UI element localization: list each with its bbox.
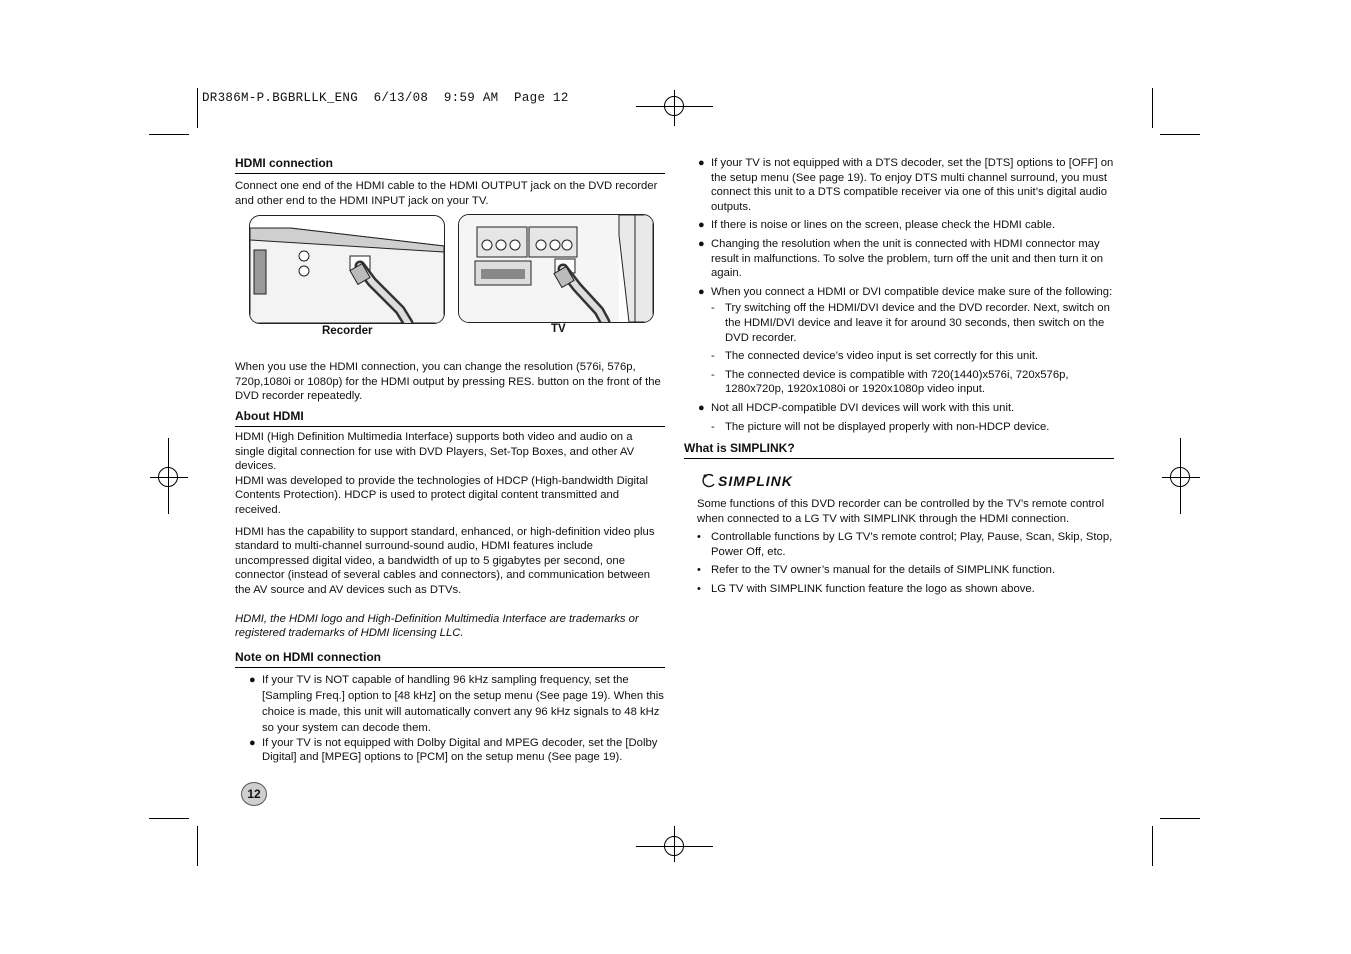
right-column bbox=[684, 156, 1114, 597]
tv-figure bbox=[458, 214, 654, 323]
list-item: • Controllable functions by LG TV’s remote control; Play, Pause, Scan, Skip, Stop, Power Off, etc. bbox=[697, 531, 1113, 558]
print-header-line: DR386M-P.BGBRLLK_ENG 6/13/08 9:59 AM Page 12 bbox=[202, 91, 569, 105]
list-item: ● Changing the resolution when the unit is connected with HDMI connector may result in malfunctions. To solve the problem, turn off the unit and then turn it on again. bbox=[698, 237, 1104, 280]
list-item: ● When you connect a HDMI or DVI compatible device make sure of the following: bbox=[698, 285, 1113, 298]
section-title-about-hdmi: About HDMI bbox=[235, 409, 665, 427]
section-title-simplink: What is SIMPLINK? bbox=[684, 441, 1114, 459]
list-item: ● Not all HDCP-compatible DVI devices will work with this unit. bbox=[698, 401, 1015, 414]
list-item: ● If there is noise or lines on the screen, please check the HDMI cable. bbox=[698, 219, 1056, 232]
page-number: 12 bbox=[241, 782, 267, 806]
list-item: • LG TV with SIMPLINK function feature the logo as shown above. bbox=[697, 583, 1035, 596]
list-item: ● If your TV is not equipped with a DTS decoder, set the [DTS] options to [OFF] on the setup menu (See page 19). To enjoy DTS multi channel surround, you must connect this unit to a DTS compatible receiver via one of this unit’s digital audio outputs. bbox=[698, 157, 1114, 213]
list-item: ● If your TV is not equipped with Dolby Digital and MPEG decoder, set the [Dolby Digital] and [MPEG] options to [PCM] on the setup menu (See page 19). bbox=[249, 736, 658, 764]
list-item: - The connected device’s video input is set correctly for this unit. bbox=[711, 350, 1039, 363]
about-hdmi-p3: HDMI has the capability to support standard, enhanced, or high-definition video plus standard to multi-channel surround-sound audio, HDMI features include uncompressed digital video, a bandwidth of up to 5 gigabytes per second, one connector (instead of several cables and connectors), and communication between the AV source and AV devices such as DTVs. bbox=[235, 525, 655, 596]
list-item: - Try switching off the HDMI/DVI device and the DVD recorder. Next, switch on the HDMI/DVI device and leave it for around 30 seconds, then switch on the DVD recorder. bbox=[711, 302, 1110, 344]
hdmi-connection-intro: Connect one end of the HDMI cable to the HDMI OUTPUT jack on the DVD recorder and other end to the HDMI INPUT jack on your TV. bbox=[235, 180, 658, 207]
section-title-note-hdmi: Note on HDMI connection bbox=[235, 650, 665, 668]
list-item: - The connected device is compatible with 720(1440)x576i, 720x576p, 1280x720p, 1920x1080i or 1920x1080p video input. bbox=[711, 368, 1069, 396]
tv-caption: TV bbox=[551, 323, 566, 335]
list-item: ● If your TV is NOT capable of handling 96 kHz sampling frequency, set the [Sampling Freq.] option to [48 kHz] on the setup menu (See page 19). When this choice is made, this unit will automatically convert any 96 kHz signals to 48 kHz so your system can decode them. bbox=[249, 673, 664, 734]
dvi-check-list bbox=[684, 301, 1114, 397]
section-title-hdmi-connection: HDMI connection bbox=[235, 156, 665, 174]
list-item: - The picture will not be displayed properly with non-HDCP device. bbox=[711, 420, 1050, 433]
hdmi-notes-bullet-list bbox=[684, 156, 1114, 299]
simplink-logo-icon bbox=[702, 473, 716, 489]
simplink-bullet-list bbox=[684, 530, 1114, 596]
simplink-logo bbox=[702, 473, 1114, 489]
about-hdmi-p2: HDMI was developed to provide the technologies of HDCP (High-bandwidth Digital Contents Protection). HDCP is used to protect digital content transmitted and received. bbox=[235, 474, 648, 516]
note-bullet-list bbox=[235, 672, 665, 765]
hdcp-bullet bbox=[684, 401, 1114, 416]
list-item: • Refer to the TV owner’s manual for the details of SIMPLINK function. bbox=[697, 564, 1056, 577]
simplink-logo-text: SIMPLINK bbox=[718, 473, 793, 490]
trademark-note: HDMI, the HDMI logo and High-Definition Multimedia Interface are trademarks or registered trademarks of HDMI licensing LLC. bbox=[235, 612, 639, 640]
recorder-caption: Recorder bbox=[322, 325, 373, 337]
resolution-note: When you use the HDMI connection, you can change the resolution (576i, 576p, 720p,1080i or 1080p) for the HDMI output by pressing RES. button on the front of the DVD recorder repeatedly. bbox=[235, 361, 661, 403]
recorder-figure bbox=[249, 215, 445, 324]
about-hdmi-p1: HDMI (High Definition Multimedia Interface) supports both video and audio on a single digital connection for use with DVD Players, Set-Top Boxes, and other AV devices. bbox=[235, 430, 635, 473]
hdcp-dash-list bbox=[684, 420, 1114, 435]
simplink-intro: Some functions of this DVD recorder can be controlled by the TV’s remote control when connected to a LG TV with SIMPLINK through the HDMI connection. bbox=[697, 498, 1105, 525]
